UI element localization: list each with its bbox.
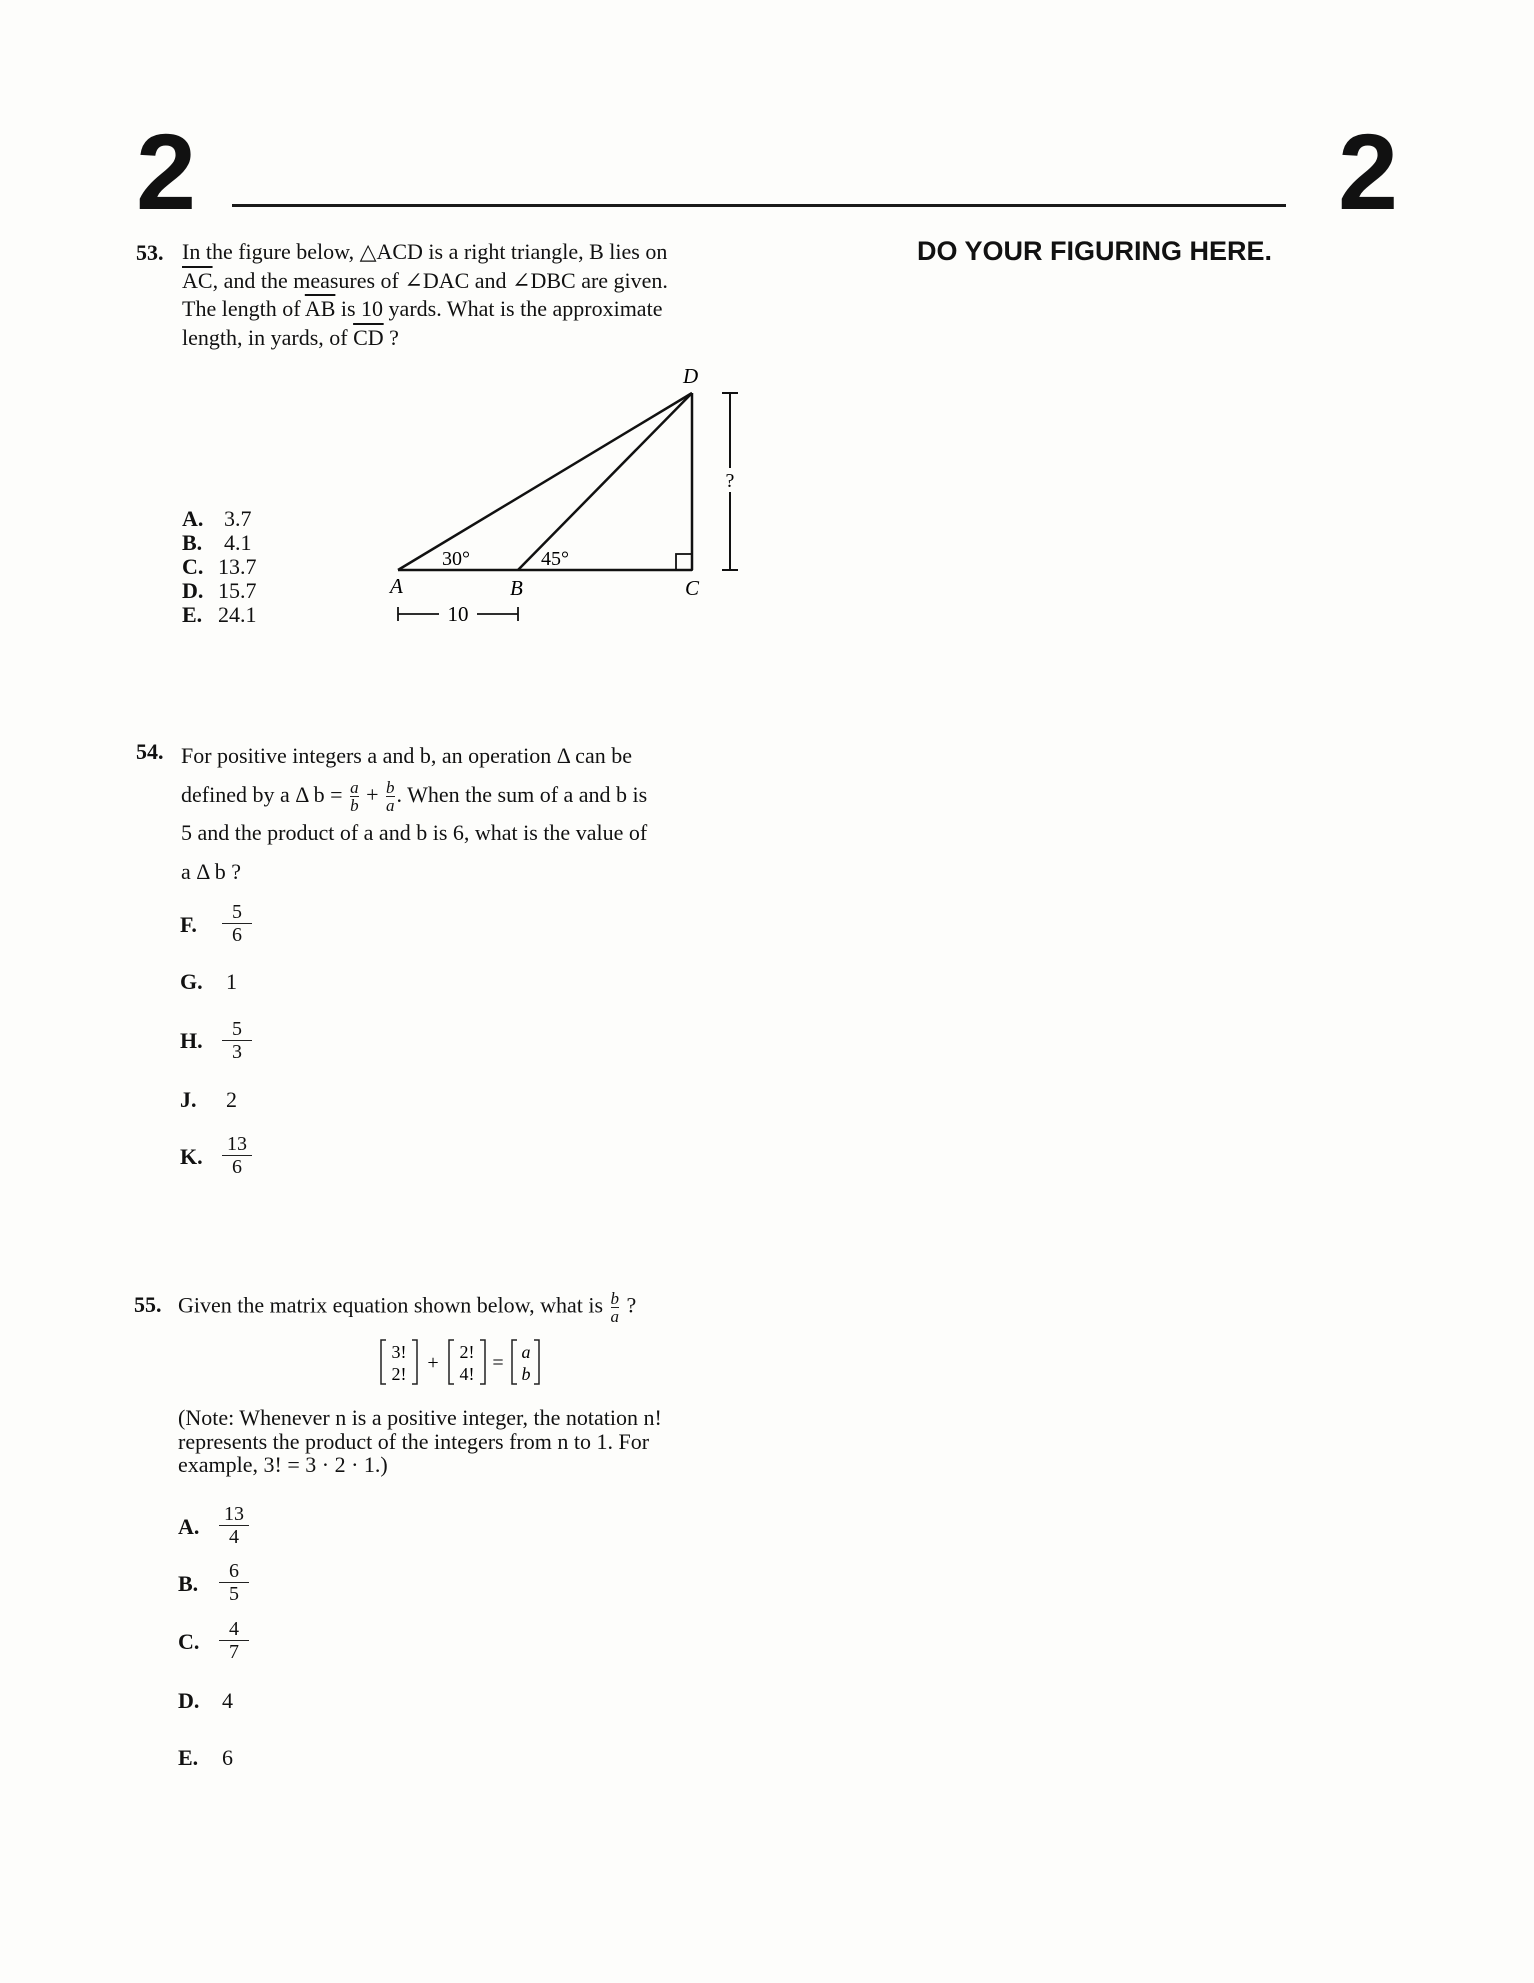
question-number: 53. [136,240,164,265]
text-line: example, 3! = 3 · 2 · 1.) [178,1452,388,1477]
matrix3-bottom: b [521,1364,531,1384]
vertex-c-label: C [685,576,700,600]
choice-letter: A. [178,1514,200,1539]
numerator: 13 [219,1503,249,1526]
choice-value: 1 [226,969,237,994]
choice-c[interactable] [182,554,257,580]
matrix-equation [378,1338,578,1386]
numerator: 5 [222,901,252,924]
choice-value: 2 [226,1087,237,1112]
text-line: represents the product of the integers from n to 1. For [178,1428,650,1454]
denominator: 3 [232,1041,242,1063]
angle-b-label: 45° [541,548,569,570]
choice-d[interactable] [182,578,257,604]
matrix1-bottom: 2! [391,1364,407,1384]
length-ab-label: 10 [447,602,469,626]
text-line: For positive integers a and b, an operation Δ can be [181,743,632,768]
text-fragment: ? [383,324,399,350]
text-line [182,324,744,353]
page-number-left: 2 [136,111,195,232]
text-fragment: , and the measures of ∠DAC and ∠DBC are given. [212,267,668,293]
choice-letter: E. [178,1745,199,1770]
page-number-right: 2 [1338,111,1397,232]
angle-a-label: 30° [442,548,470,570]
segment-ab: $\overline{AB}$ [304,296,336,321]
text-line: a Δ b ? [181,858,241,884]
choice-value: 4 [222,1688,233,1713]
text-fragment: length, in yards, of [182,324,354,350]
choice-letter: J. [180,1087,197,1112]
choice-a[interactable] [182,506,252,532]
choice-value: 13.7 [218,554,257,579]
choice-c[interactable] [178,1629,214,1655]
choice-value: 15.7 [218,578,257,603]
choice-letter: A. [182,506,204,531]
choice-value: 24.1 [218,602,257,627]
denominator: 6 [232,1156,242,1178]
question-text [182,238,744,352]
unknown-length-label: ? [725,470,735,492]
choice-letter: K. [180,1144,203,1169]
choice-b[interactable] [178,1571,214,1597]
denominator: 6 [232,924,242,946]
vertex-a-label: A [390,574,403,598]
matrix2-bottom: 4! [459,1364,475,1384]
text-line: defined by a Δ b = $\frac{a}{b}$ + $\frac{b}{a}$ . When the sum of a and b is [181,777,648,815]
text-fragment: is 10 yards. What is the approximate [335,296,663,321]
choice-letter: D. [178,1688,200,1713]
choice-a-fraction [219,1503,249,1548]
choice-value: 3.7 [224,506,252,531]
equals-sign: = [492,1352,504,1374]
matrix3-top: a [521,1342,531,1362]
text-line [182,267,744,296]
numerator: b [386,777,395,797]
choice-k[interactable] [180,1144,216,1170]
header-rule [232,204,1286,207]
choice-letter: C. [178,1629,200,1654]
text-line [182,295,744,324]
choice-letter: C. [182,554,204,579]
text-fragment: The length of [182,296,305,321]
question-text [181,737,745,891]
choice-letter: B. [178,1571,199,1596]
text-line: 5 and the product of a and b is 6, what is the value of [181,820,648,845]
plus-sign: + [427,1352,439,1374]
choice-letter: G. [180,969,203,994]
numerator: 5 [222,1018,252,1041]
choice-j[interactable] [180,1087,237,1113]
denominator: a [386,795,395,815]
right-angle-mark [676,554,692,570]
choice-letter: E. [182,602,203,627]
choice-letter: D. [182,578,204,603]
segment-ac: $\overline{AC}$ [182,267,213,293]
numerator: a [350,777,359,797]
fraction-b-over-a [386,779,395,814]
numerator: 6 [219,1560,249,1583]
question-number: 54. [136,739,164,764]
choice-value: 6 [222,1745,233,1770]
denominator: 7 [229,1641,239,1663]
vertex-b-label: B [510,576,523,600]
fraction-b-over-a [611,1290,620,1325]
choice-value: 4.1 [224,530,252,555]
vertex-d-label: D [683,364,699,388]
choice-c-fraction [219,1618,249,1663]
question-text [178,1290,778,1325]
denominator: b [350,795,359,815]
numerator: b [610,1289,620,1308]
figuring-note: DO YOUR FIGURING HERE. [917,236,1273,266]
triangle-figure [380,355,750,635]
denominator: 5 [229,1583,239,1605]
text-line: (Note: Whenever n is a positive integer, the notation n! [178,1405,662,1430]
choice-f-fraction [222,901,252,946]
choice-d[interactable] [178,1688,233,1714]
choice-f[interactable] [180,912,216,938]
text-line: In the figure below, △ACD is a right triangle, B lies on [182,239,668,264]
denominator: a [610,1307,620,1326]
choice-letter: B. [182,530,203,555]
choice-g[interactable] [180,969,237,995]
note-text [178,1406,743,1477]
choice-letter: F. [180,912,197,937]
choice-e[interactable] [178,1745,233,1771]
segment-cd: $\overline{CD}$ [353,324,384,350]
choice-b-fraction [219,1560,249,1605]
choice-h-fraction [222,1018,252,1063]
numerator: 4 [219,1618,249,1641]
text-fragment: When the sum of a and b is [407,781,648,807]
choice-e[interactable] [182,602,257,628]
choice-h[interactable] [180,1028,216,1054]
matrix1-top: 3! [391,1342,407,1362]
text-fragment: Given the matrix equation shown below, what is [178,1292,604,1318]
fraction-a-over-b [350,779,359,814]
choice-k-fraction [222,1133,252,1178]
matrix2-top: 2! [459,1342,475,1362]
question-number: 55. [134,1292,162,1317]
text-fragment: defined by a Δ b = [181,781,343,807]
choice-a[interactable] [178,1514,214,1540]
plus-sign: + [366,781,379,807]
numerator: 13 [222,1133,252,1156]
question-mark: ? [626,1292,637,1318]
choice-b[interactable] [182,530,252,556]
denominator: 4 [229,1526,239,1548]
choice-letter: H. [180,1028,203,1053]
